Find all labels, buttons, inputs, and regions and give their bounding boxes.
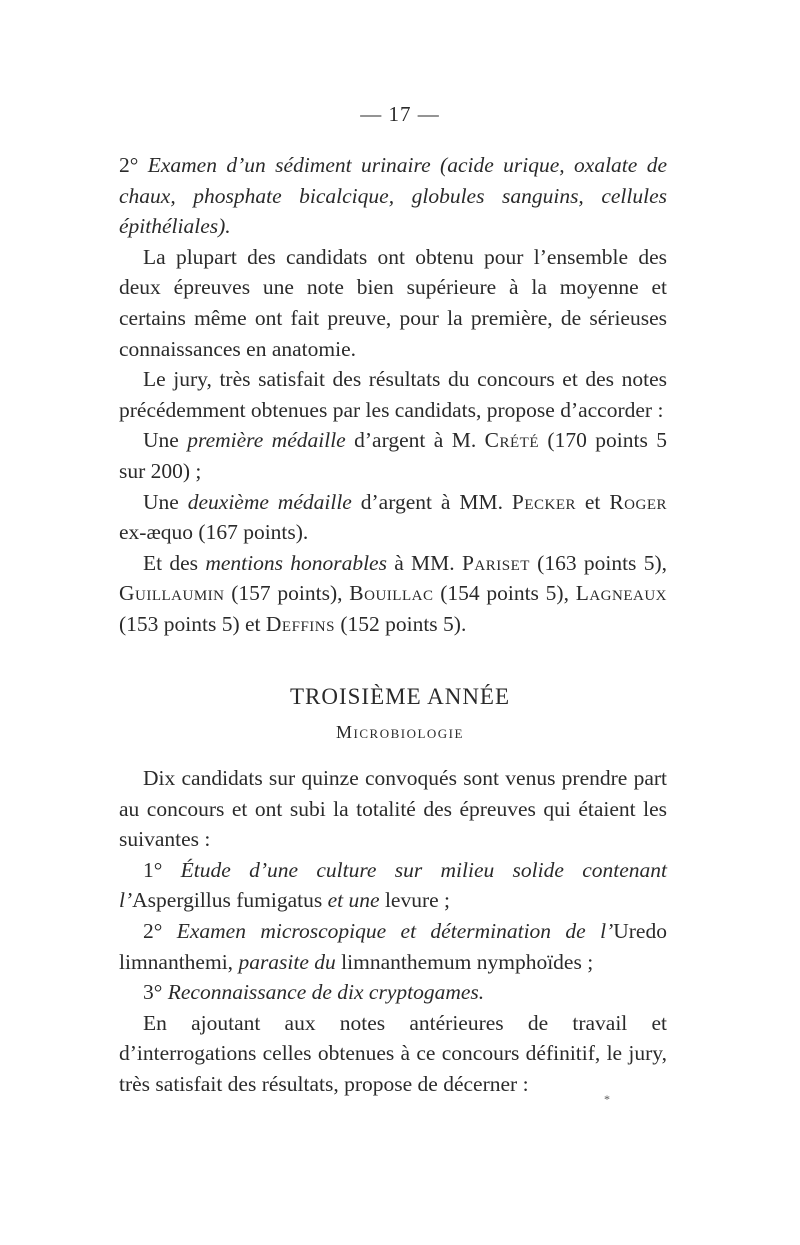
paragraph	[119, 242, 667, 364]
text-run-italic: deuxième médaille	[187, 489, 352, 514]
text-run: (154 points 5),	[433, 581, 576, 606]
paragraph	[119, 977, 667, 1008]
text-run: d’argent à MM.	[351, 489, 512, 514]
paragraph	[119, 425, 667, 486]
text-run-italic: mentions honorables	[205, 550, 387, 575]
text-run: (157 points),	[224, 581, 350, 606]
text-run-italic: et une	[327, 888, 380, 913]
text-run: 2°	[143, 918, 177, 943]
section-subtitle: Microbiologie	[336, 722, 464, 742]
text-run-italic: Examen microscopique et détermination de l’	[176, 918, 614, 943]
paragraph	[119, 150, 667, 242]
surname: Crété	[484, 428, 540, 453]
surname: Deffins	[265, 611, 335, 636]
text-run-italic: parasite du	[238, 949, 336, 974]
text-run-italic: Examen d’un sédiment urinaire (acide urique, oxalate de chaux, phosphate bicalcique, globules sanguins, cellules épithéliales).	[119, 153, 667, 239]
text-run: levure ;	[379, 888, 451, 913]
paragraph	[119, 1008, 667, 1100]
asterisk-mark: *	[604, 1092, 610, 1106]
surname: Roger	[609, 489, 667, 514]
page-number: — 17 —	[360, 102, 440, 126]
text-run-italic: Reconnaissance de dix cryptogames.	[167, 980, 485, 1005]
text-run: limnanthemum nymphoïdes ;	[335, 949, 594, 974]
text-block-top	[119, 150, 667, 640]
section-title: TROISIÈME ANNÉE	[289, 684, 511, 709]
text-run: Une	[143, 489, 188, 514]
text-run-italic: première médaille	[187, 428, 346, 453]
text-run: (153 points 5) et	[119, 611, 266, 636]
surname: Bouillac	[349, 581, 434, 606]
text-run: (163 points 5),	[529, 550, 667, 575]
paragraph	[119, 487, 667, 548]
paragraph	[119, 855, 667, 916]
text-run: Aspergillus fumigatus	[132, 888, 328, 913]
text-run-italic: Étude d’une culture sur milieu solide contenant l’	[119, 857, 667, 913]
text-block-bottom	[119, 763, 667, 1100]
text-run: Et des	[143, 550, 206, 575]
text-run: Uredo limnanthemi,	[119, 918, 667, 974]
text-run: et	[575, 489, 610, 514]
paragraph	[119, 548, 667, 640]
text-run: 3°	[143, 980, 168, 1005]
text-run: à MM.	[386, 550, 462, 575]
text-run: 2°	[119, 153, 148, 177]
paragraph	[119, 916, 667, 977]
paragraph	[119, 364, 667, 425]
text-run: 1°	[143, 857, 181, 882]
text-run: d’argent à M.	[345, 428, 485, 453]
surname: Pariset	[461, 550, 530, 575]
text-run: La plupart des candidats ont obtenu pour l’ensemble des deux épreuves une note bien supérieure à la moyenne et certains même ont fait preuve, pour la première, de sérieuses connaissances en anatomie.	[119, 244, 667, 361]
text-run: (170 points 5 sur 200) ;	[119, 428, 667, 483]
text-run: (152 points 5).	[334, 611, 467, 636]
text-run: Le jury, très satisfait des résultats du concours et des notes précédemment obtenues par les candidats, propose d’accorder :	[119, 367, 667, 422]
paragraph	[119, 763, 667, 855]
surname: Lagneaux	[575, 581, 667, 606]
text-run: Dix candidats sur quinze convoqués sont venus prendre part au concours et ont subi la totalité des épreuves qui étaient les suivantes :	[119, 766, 667, 852]
surname: Pecker	[511, 489, 576, 514]
surname: Guillaumin	[119, 581, 225, 606]
text-run: Une	[143, 428, 188, 453]
text-run: ex-æquo (167 points).	[119, 520, 309, 545]
text-run: En ajoutant aux notes antérieures de travail et d’interrogations celles obtenues à ce concours définitif, le jury, très satisfait des résultats, propose de décerner :	[119, 1010, 667, 1096]
